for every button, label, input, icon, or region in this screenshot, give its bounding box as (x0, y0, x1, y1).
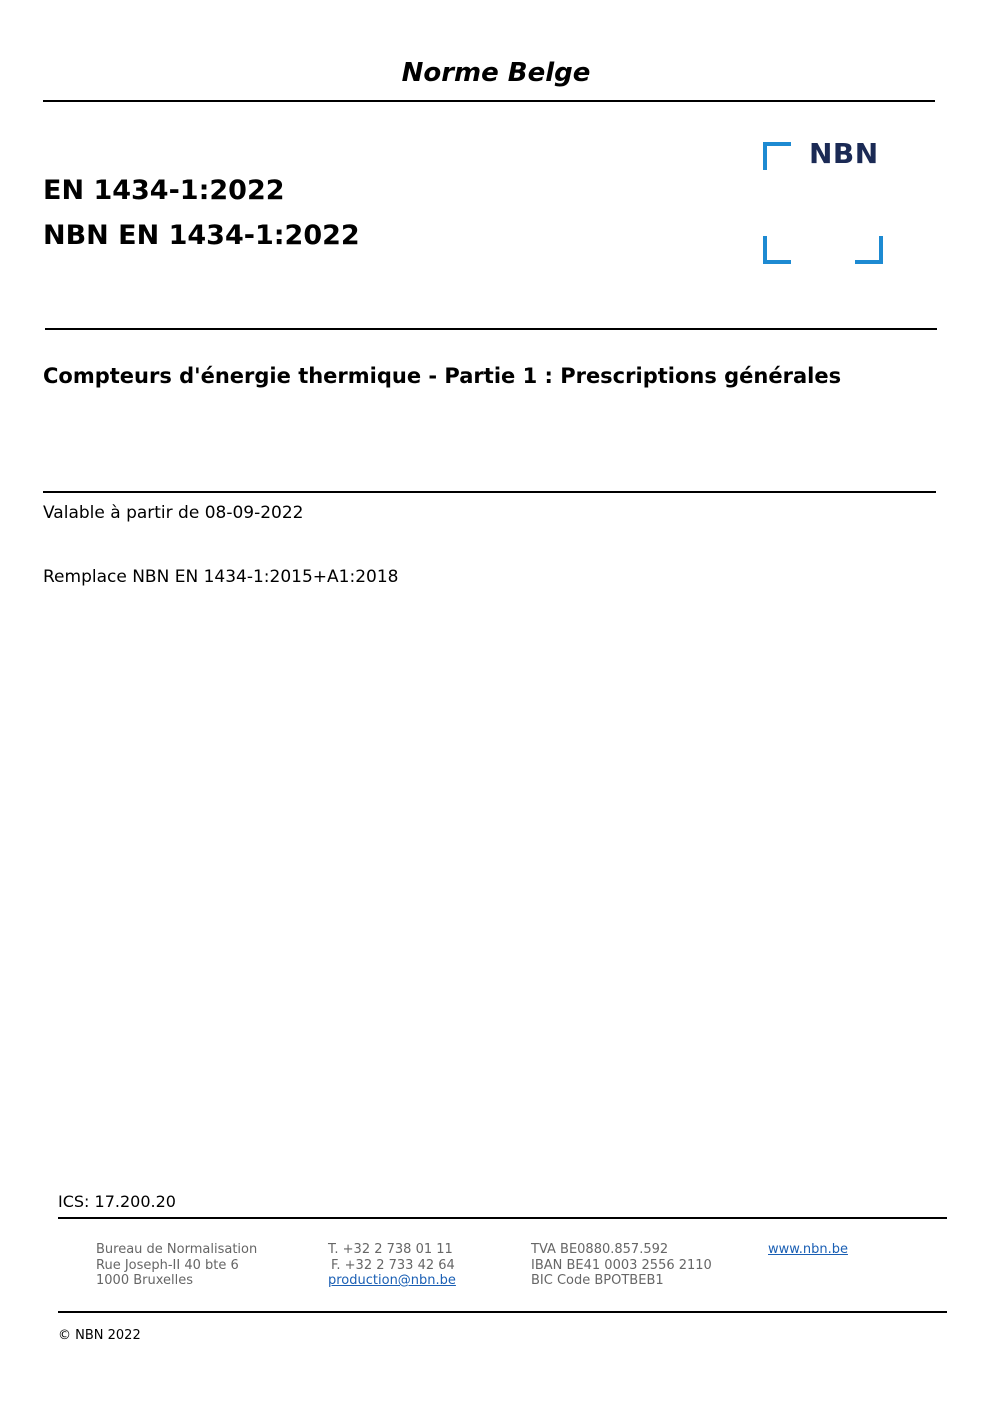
replaces: Remplace NBN EN 1434-1:2015+A1:2018 (43, 567, 399, 587)
footer-contact (328, 1242, 456, 1289)
footer-top-divider (58, 1217, 947, 1219)
footer-web (768, 1242, 848, 1258)
bic-code: BIC Code BPOTBEB1 (531, 1273, 664, 1288)
fax-number: F. +32 2 733 42 64 (331, 1257, 455, 1273)
ics-code: ICS: 17.200.20 (58, 1192, 176, 1211)
title-top-divider (45, 328, 937, 330)
valid-from: Valable à partir de 08-09-2022 (43, 503, 304, 523)
address-line: Bureau de Normalisation (96, 1242, 258, 1257)
title-bottom-divider (43, 491, 936, 493)
logo-corner-bottom-right (855, 236, 883, 264)
nbn-code: NBN EN 1434-1:2022 (43, 220, 360, 251)
footer-bottom-divider (58, 1311, 947, 1313)
copyright: © NBN 2022 (58, 1328, 141, 1343)
en-code: EN 1434-1:2022 (43, 175, 285, 206)
vat-number: TVA BE0880.857.592 (531, 1242, 669, 1257)
email-link[interactable]: production@nbn.be (328, 1273, 456, 1288)
footer-bank (531, 1242, 712, 1289)
website-link[interactable]: www.nbn.be (768, 1242, 848, 1257)
document-title: Compteurs d'énergie thermique - Partie 1 : Prescriptions générales (43, 364, 842, 388)
iban-number: IBAN BE41 0003 2556 2110 (531, 1257, 712, 1273)
phone-number: T. +32 2 738 01 11 (328, 1242, 453, 1257)
logo-corner-top-left (763, 142, 791, 170)
footer-address (96, 1242, 257, 1289)
header-divider (43, 100, 935, 102)
logo-corner-bottom-left (763, 236, 791, 264)
address-line: Rue Joseph-II 40 bte 6 (96, 1257, 239, 1273)
logo-wordmark: NBN (809, 137, 879, 170)
header-title: Norme Belge (401, 58, 591, 88)
address-line: 1000 Bruxelles (96, 1273, 194, 1288)
